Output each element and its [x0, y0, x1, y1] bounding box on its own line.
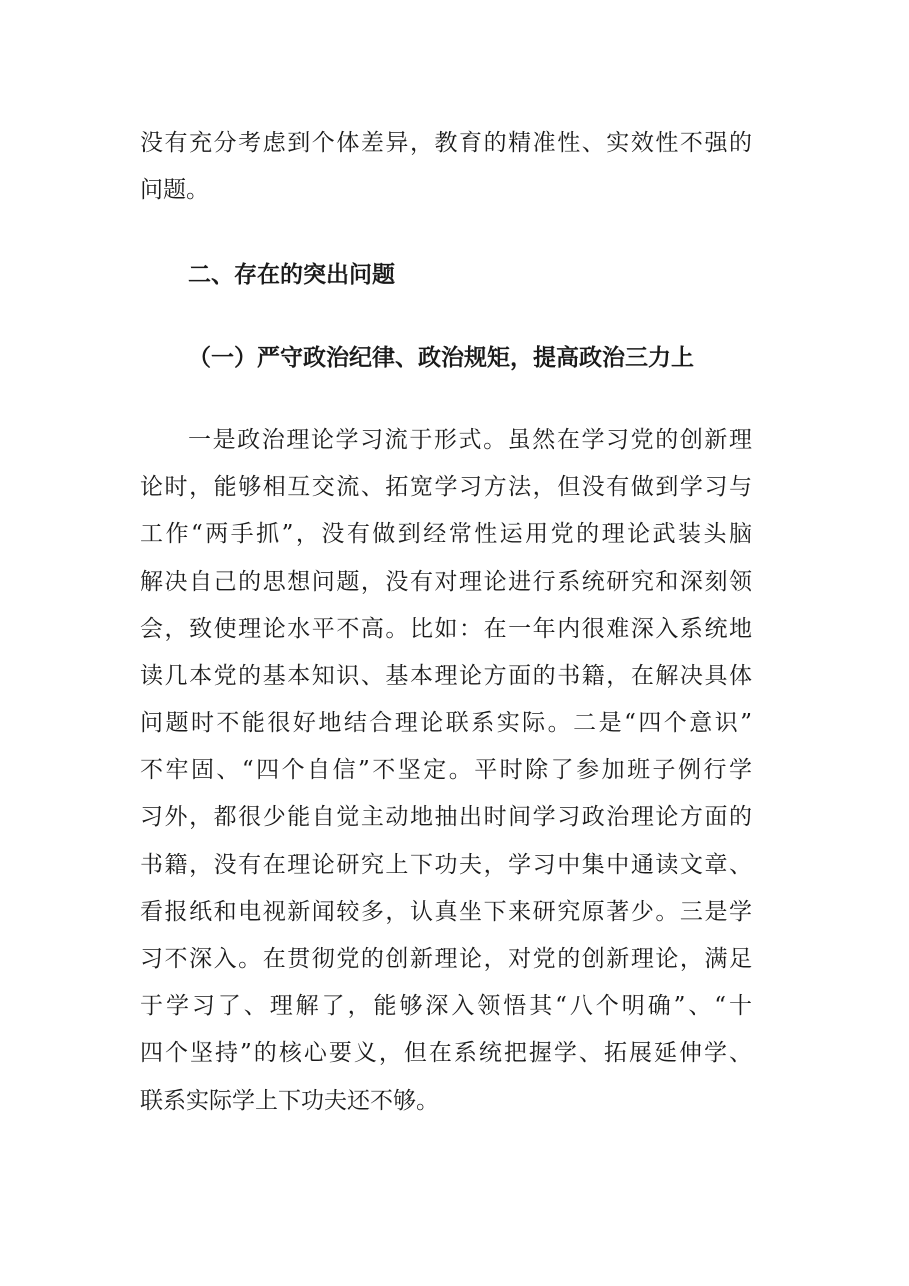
body-line: 读几本党的基本知识、基本理论方面的书籍，在解决具体	[140, 663, 752, 689]
body-line: 书籍，没有在理论研究上下功夫，学习中集中通读文章、	[140, 852, 752, 878]
intro-line: 没有充分考虑到个体差异，教育的精准性、实效性不强的	[140, 130, 752, 156]
body-line: 一是政治理论学习流于形式。虽然在学习党的创新理	[188, 427, 752, 453]
body-line: 不牢固、“四个自信”不坚定。平时除了参加班子例行学	[140, 757, 752, 783]
body-line: 于学习了、理解了，能够深入领悟其“八个明确”、“十	[140, 993, 752, 1019]
body-line: 论时，能够相互交流、拓宽学习方法，但没有做到学习与	[140, 474, 752, 500]
body-line: 联系实际学上下功夫还不够。	[140, 1088, 439, 1114]
body-line: 工作“两手抓”，没有做到经常性运用党的理论武装头脑	[140, 521, 752, 547]
subsection-heading: （一）严守政治纪律、政治规矩，提高政治三力上	[188, 345, 694, 371]
body-line: 习不深入。在贯彻党的创新理论，对党的创新理论，满足	[140, 946, 752, 972]
intro-line: 问题。	[140, 177, 209, 203]
section-heading: 二、存在的突出问题	[188, 262, 395, 288]
body-line: 会，致使理论水平不高。比如：在一年内很难深入系统地	[140, 616, 752, 642]
body-line: 问题时不能很好地结合理论联系实际。二是“四个意识”	[140, 710, 752, 736]
body-line: 习外，都很少能自觉主动地抽出时间学习政治理论方面的	[140, 804, 752, 830]
body-line: 四个坚持”的核心要义，但在系统把握学、拓展延伸学、	[140, 1040, 752, 1066]
body-line: 看报纸和电视新闻较多，认真坐下来研究原著少。三是学	[140, 899, 752, 925]
body-line: 解决自己的思想问题，没有对理论进行系统研究和深刻领	[140, 569, 752, 595]
